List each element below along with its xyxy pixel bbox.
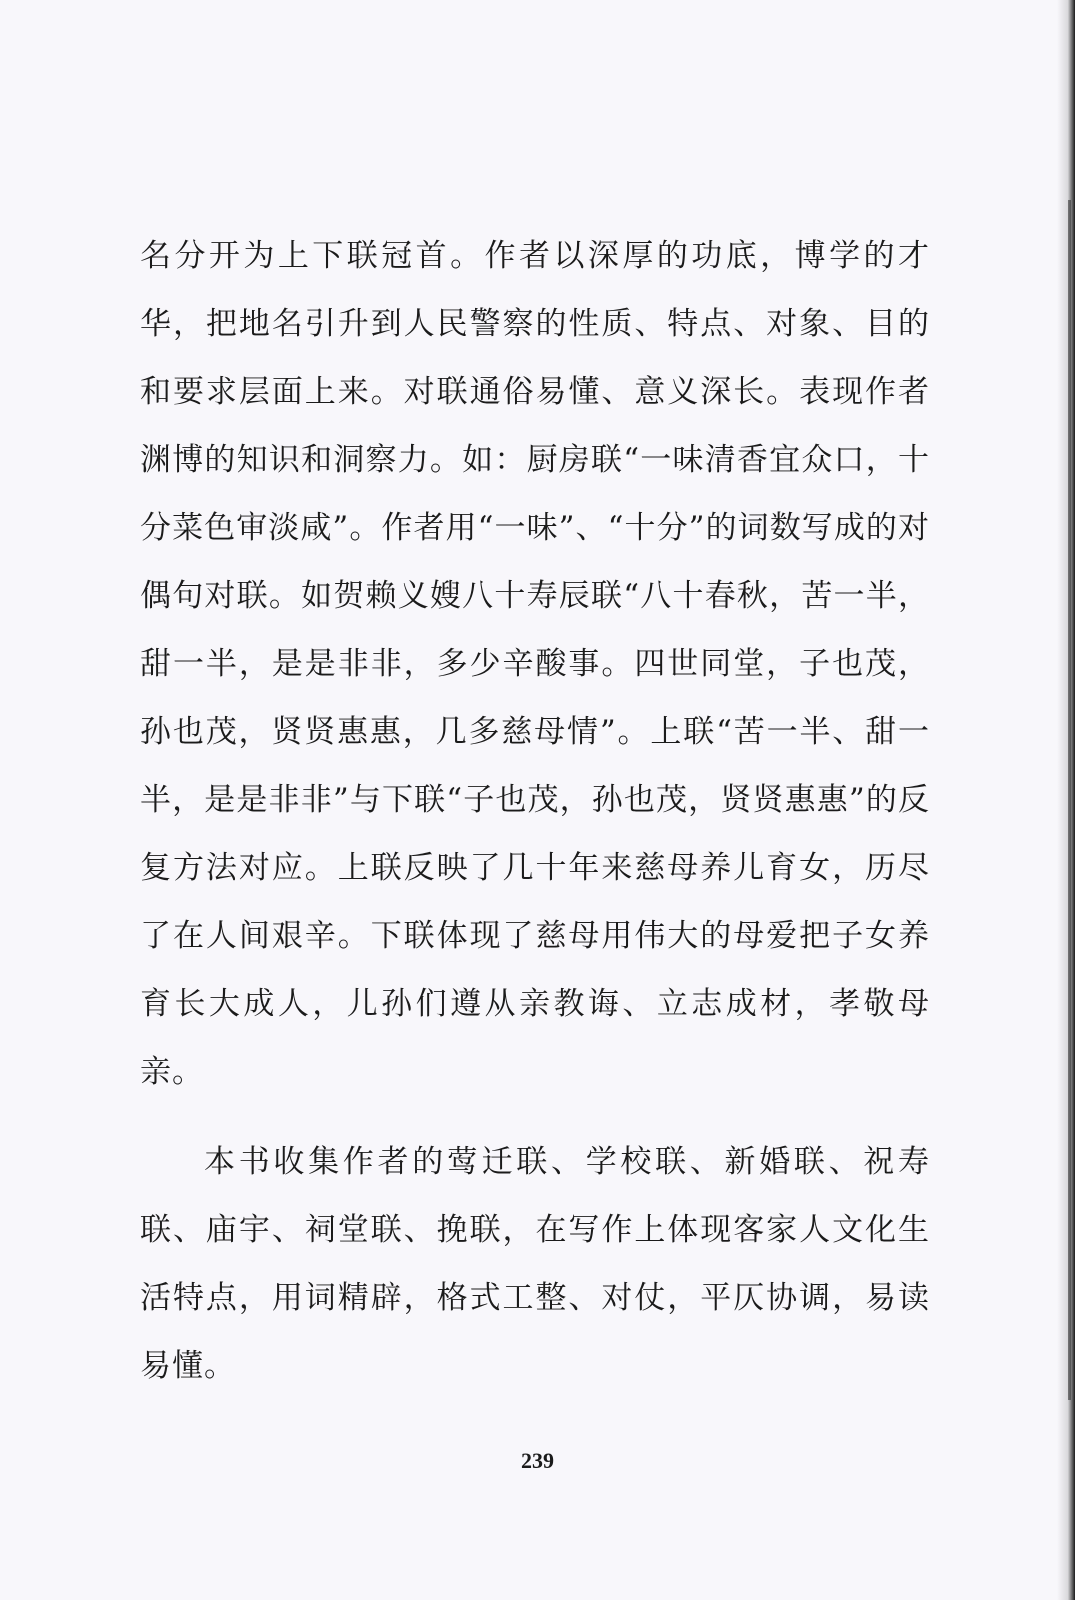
page-number: 239 — [521, 1448, 554, 1473]
page-edge-shadow — [1057, 0, 1075, 1600]
page-edge-line — [1068, 200, 1071, 1400]
body-text — [140, 222, 930, 1400]
paragraph-1: 名分开为上下联冠首。作者以深厚的功底，博学的才华，把地名引升到人民警察的性质、特点、对象、目的和要求层面上来。对联通俗易懂、意义深长。表现作者渊博的知识和洞察力。如：厨房联“一味清香宜众口，十分菜色审淡咸”。作者用“一味”、“十分”的词数写成的对偶句对联。如贺赖义嫂八十寿辰联“八十春秋，苦一半，甜一半，是是非非，多少辛酸事。四世同堂，子也茂，孙也茂，贤贤惠惠，几多慈母情”。上联“苦一半、甜一半，是是非非”与下联“子也茂，孙也茂，贤贤惠惠”的反复方法对应。上联反映了几十年来慈母养儿育女，历尽了在人间艰辛。下联体现了慈母用伟大的母爱把子女养育长大成人，儿孙们遵从亲教诲、立志成材，孝敬母亲。 — [140, 238, 930, 1090]
paragraph-2: 本书收集作者的莺迁联、学校联、新婚联、祝寿联、庙宇、祠堂联、挽联，在写作上体现客家人文化生活特点，用词精辟，格式工整、对仗，平仄协调，易读易懂。 — [140, 1144, 930, 1384]
